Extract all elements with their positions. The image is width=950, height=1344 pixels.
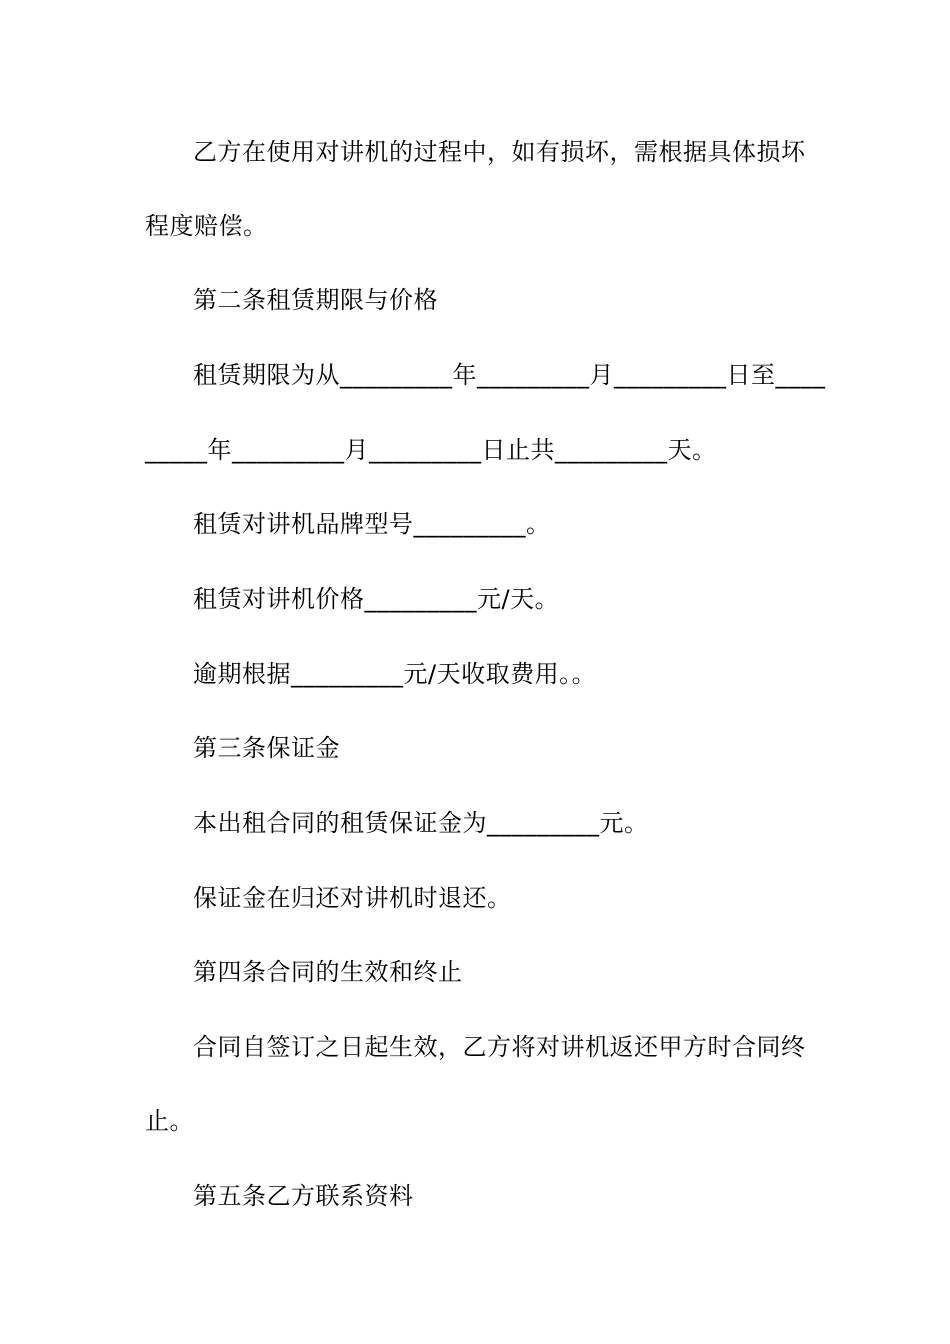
paragraph-deposit-refund: 保证金在归还对讲机时退还。 — [193, 884, 512, 912]
paragraph-lease-period: 租赁期限为从_________年_________月_________日至____ — [193, 361, 826, 389]
paragraph-price: 租赁对讲机价格_________元/天。 — [193, 585, 560, 613]
paragraph-damage-compensation: 乙方在使用对讲机的过程中，如有损坏，需根据具体损坏 — [193, 138, 806, 166]
heading-article-2: 第二条租赁期限与价格 — [193, 286, 438, 314]
paragraph-contract-effective: 合同自签订之日起生效，乙方将对讲机返还甲方时合同终 — [193, 1033, 806, 1061]
heading-article-5: 第五条乙方联系资料 — [193, 1182, 414, 1210]
paragraph-damage-compensation-cont: 程度赔偿。 — [145, 212, 268, 240]
paragraph-contract-effective-cont: 止。 — [145, 1107, 194, 1135]
paragraph-overdue-fee: 逾期根据_________元/天收取费用。。 — [193, 660, 597, 688]
paragraph-lease-period-cont: _____年_________月_________日止共_________天。 — [145, 436, 717, 464]
paragraph-deposit-amount: 本出租合同的租赁保证金为_________元。 — [193, 809, 649, 837]
heading-article-4: 第四条合同的生效和终止 — [193, 958, 463, 986]
paragraph-brand-model: 租赁对讲机品牌型号_________。 — [193, 510, 551, 538]
heading-article-3: 第三条保证金 — [193, 734, 340, 762]
